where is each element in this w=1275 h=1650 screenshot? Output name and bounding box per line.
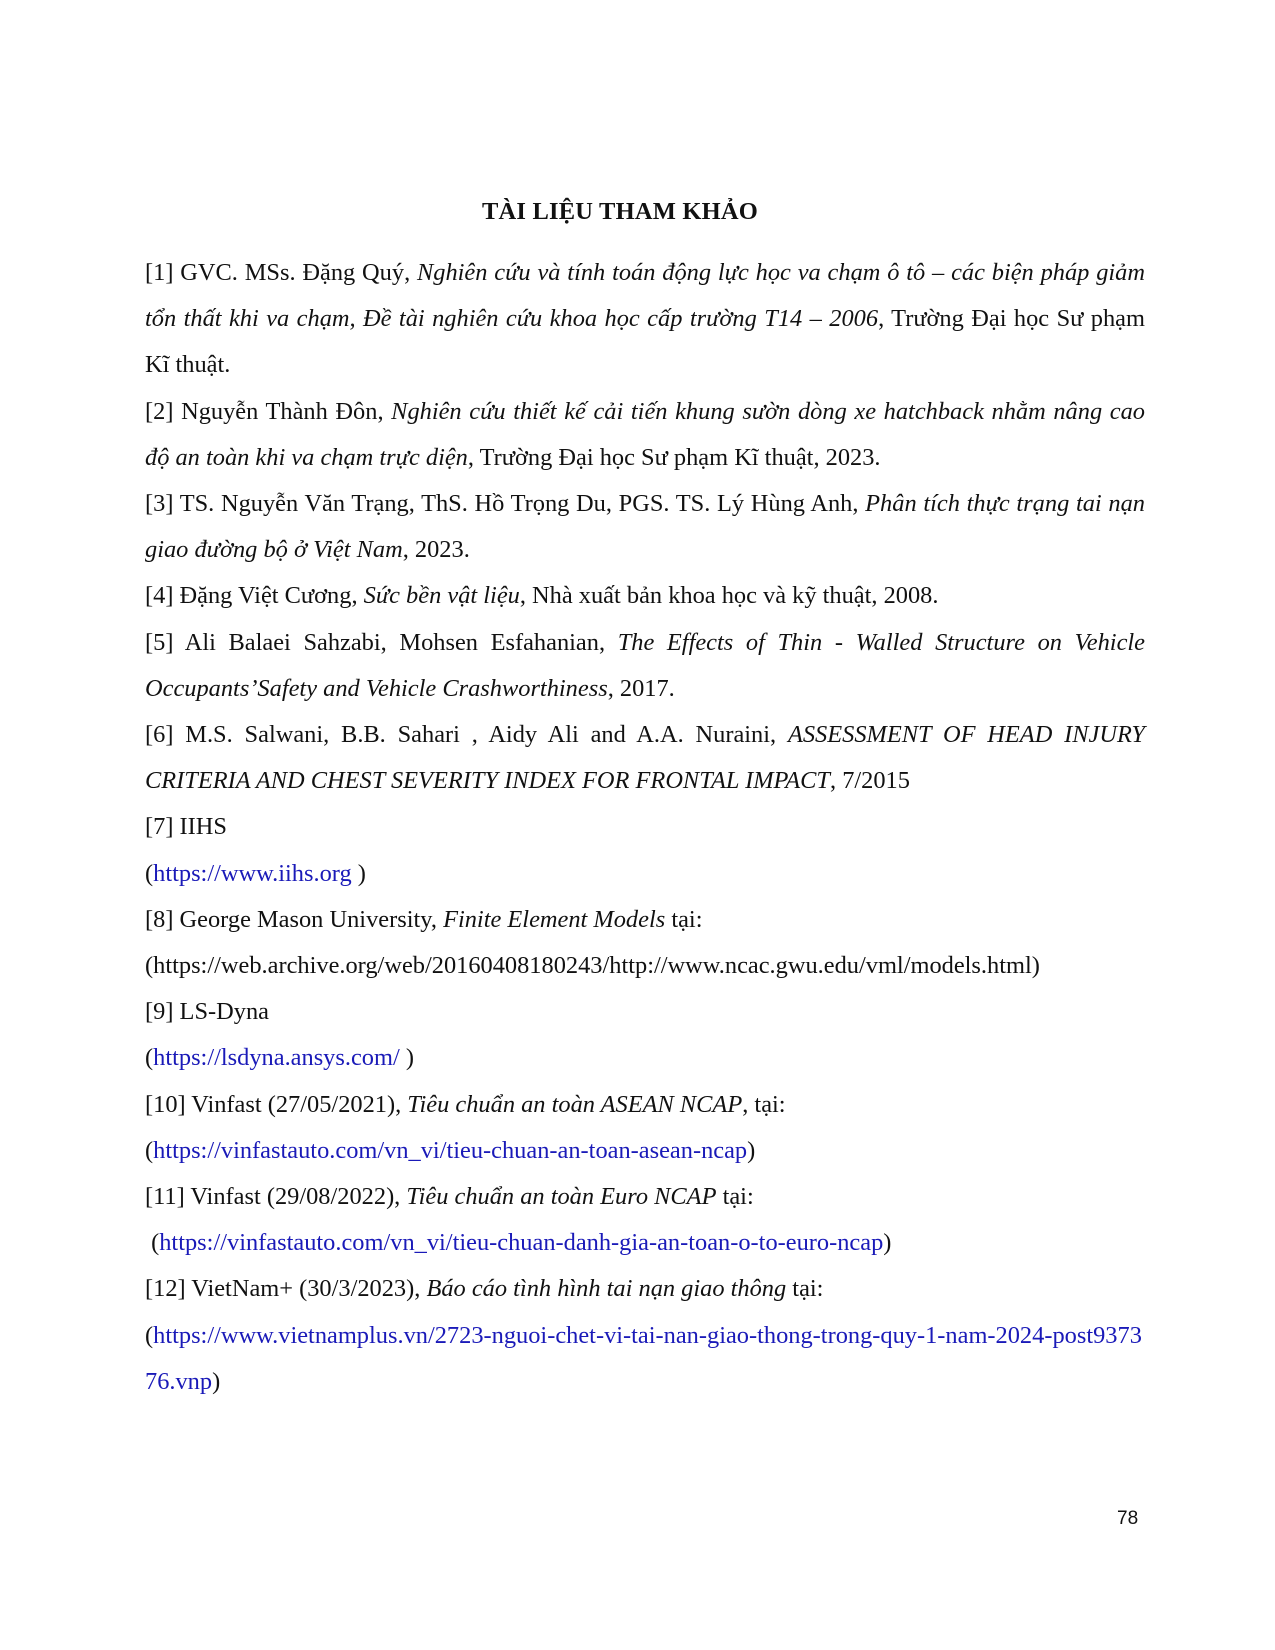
reference-number: [1] (145, 259, 174, 286)
reference-number: [7] (145, 813, 174, 841)
reference-source: IIHS (173, 813, 227, 841)
reference-number: [10] (145, 1090, 186, 1118)
reference-8-url-line (145, 943, 1145, 989)
reference-title: The Effects of Thin - Walled Structure on Vehicle Occupants’Safety and Vehicle Crashworthiness (145, 628, 1146, 702)
paren-close: ) (1031, 952, 1040, 980)
reference-url-text: https://web.archive.org/web/20160408180243/http://www.ncac.gwu.edu/vml/models.html (153, 952, 1032, 980)
reference-5 (145, 620, 1145, 712)
reference-link[interactable]: https://www.iihs.org (153, 859, 352, 887)
reference-link[interactable]: https://lsdyna.ansys.com/ (153, 1044, 400, 1072)
paren-open: ( (145, 859, 154, 887)
reference-12 (145, 1266, 1145, 1312)
reference-12-url-line (145, 1313, 1145, 1405)
reference-authors: Ali Balaei Sahzabi, Mohsen Esfahanian, (173, 628, 618, 656)
reference-details: , Nhà xuất bản khoa học và kỹ thuật, 2008. (519, 582, 939, 610)
paren-close: ) (351, 859, 366, 887)
reference-title: Finite Element Models (443, 905, 666, 933)
reference-title: Tiêu chuẩn an toàn ASEAN NCAP (407, 1090, 743, 1118)
reference-10 (145, 1082, 1145, 1128)
reference-link[interactable]: https://vinfastauto.com/vn_vi/tieu-chuan-danh-gia-an-toan-o-to-euro-ncap (159, 1229, 884, 1257)
reference-2 (145, 389, 1145, 481)
reference-authors: TS. Nguyễn Văn Trạng, ThS. Hồ Trọng Du, PGS. TS. Lý Hùng Anh, (173, 490, 866, 518)
reference-list (145, 250, 1145, 1405)
reference-authors: VietNam+ (30/3/2023), (185, 1275, 427, 1303)
paren-open: ( (145, 1136, 154, 1164)
reference-10-url-line (145, 1128, 1145, 1174)
paren-open: ( (145, 1321, 154, 1349)
page-number: 78 (1117, 1508, 1139, 1529)
paren-open: ( (145, 1229, 160, 1257)
reference-authors: GVC. MSs. Đặng Quý, (173, 259, 417, 286)
reference-4 (145, 573, 1145, 619)
reference-title: ASSESSMENT OF HEAD INJURY CRITERIA AND CHEST SEVERITY INDEX FOR FRONTAL IMPACT (145, 721, 1145, 795)
reference-number: [8] (145, 905, 174, 933)
reference-number: [6] (145, 721, 174, 749)
reference-11 (145, 1174, 1145, 1220)
reference-authors: George Mason University, (173, 905, 444, 933)
reference-title: Báo cáo tình hình tai nạn giao thông (426, 1275, 787, 1303)
paren-close: ) (883, 1229, 892, 1257)
reference-details: tại: (786, 1275, 824, 1303)
reference-authors: Nguyễn Thành Đôn, (173, 397, 392, 425)
reference-number: [12] (145, 1275, 186, 1303)
reference-title: Sức bền vật liệu (363, 582, 520, 610)
reference-7 (145, 804, 1145, 850)
reference-title: Tiêu chuẩn an toàn Euro NCAP (406, 1183, 717, 1211)
reference-number: [3] (145, 490, 174, 518)
reference-link[interactable]: https://www.vietnamplus.vn/2723-nguoi-chet-vi-tai-nan-giao-thong-trong-quy-1-nam-2024-post937376.vnp (145, 1321, 1142, 1395)
reference-3 (145, 481, 1145, 573)
paren-close: ) (399, 1044, 414, 1072)
reference-title: Nghiên cứu và tính toán động lực học va chạm ô tô – các biện pháp giảm tổn thất khi va chạm, Đề tài nghiên cứu khoa học cấp trường T14 – 2006 (145, 259, 1145, 333)
reference-authors: Vinfast (27/05/2021), (185, 1090, 408, 1118)
reference-9 (145, 989, 1145, 1035)
reference-8 (145, 897, 1145, 943)
reference-authors: Vinfast (29/08/2022), (184, 1183, 407, 1211)
reference-number: [4] (145, 582, 174, 610)
page-title: TÀI LIỆU THAM KHẢO (481, 198, 759, 225)
reference-1 (145, 250, 1145, 389)
paren-open: ( (145, 952, 154, 980)
paren-open: ( (145, 1044, 154, 1072)
reference-6 (145, 712, 1145, 804)
reference-details: , Trường Đại học Sư phạm Kĩ thuật, 2023. (467, 443, 881, 471)
reference-details: , 7/2015 (830, 767, 910, 795)
reference-details: , Trường Đại học Sư phạm Kĩ thuật. (145, 305, 1145, 379)
paren-close: ) (747, 1136, 756, 1164)
reference-number: [5] (145, 628, 174, 656)
reference-number: [2] (145, 397, 174, 425)
reference-title: Phân tích thực trạng tai nạn giao đường bộ ở Việt Nam (145, 490, 1145, 564)
reference-details: tại: (665, 905, 703, 933)
reference-source: LS-Dyna (173, 998, 269, 1026)
reference-details: , 2017. (607, 674, 675, 702)
reference-details: , tại: (742, 1090, 786, 1118)
reference-authors: M.S. Salwani, B.B. Sahari , Aidy Ali and A.A. Nuraini, (173, 721, 788, 749)
reference-number: [11] (145, 1183, 185, 1211)
reference-7-url-line (145, 851, 1145, 897)
reference-number: [9] (145, 998, 174, 1026)
reference-11-url-line (145, 1220, 1145, 1266)
reference-details: tại: (716, 1183, 754, 1211)
reference-title: Nghiên cứu thiết kế cải tiến khung sườn dòng xe hatchback nhằm nâng cao độ an toàn khi va chạm trực diện (145, 397, 1145, 471)
reference-authors: Đặng Việt Cương, (173, 582, 364, 610)
reference-details: , 2023. (402, 536, 470, 564)
reference-9-url-line (145, 1035, 1145, 1081)
paren-close: ) (212, 1367, 221, 1395)
reference-link[interactable]: https://vinfastauto.com/vn_vi/tieu-chuan-an-toan-asean-ncap (153, 1136, 748, 1164)
